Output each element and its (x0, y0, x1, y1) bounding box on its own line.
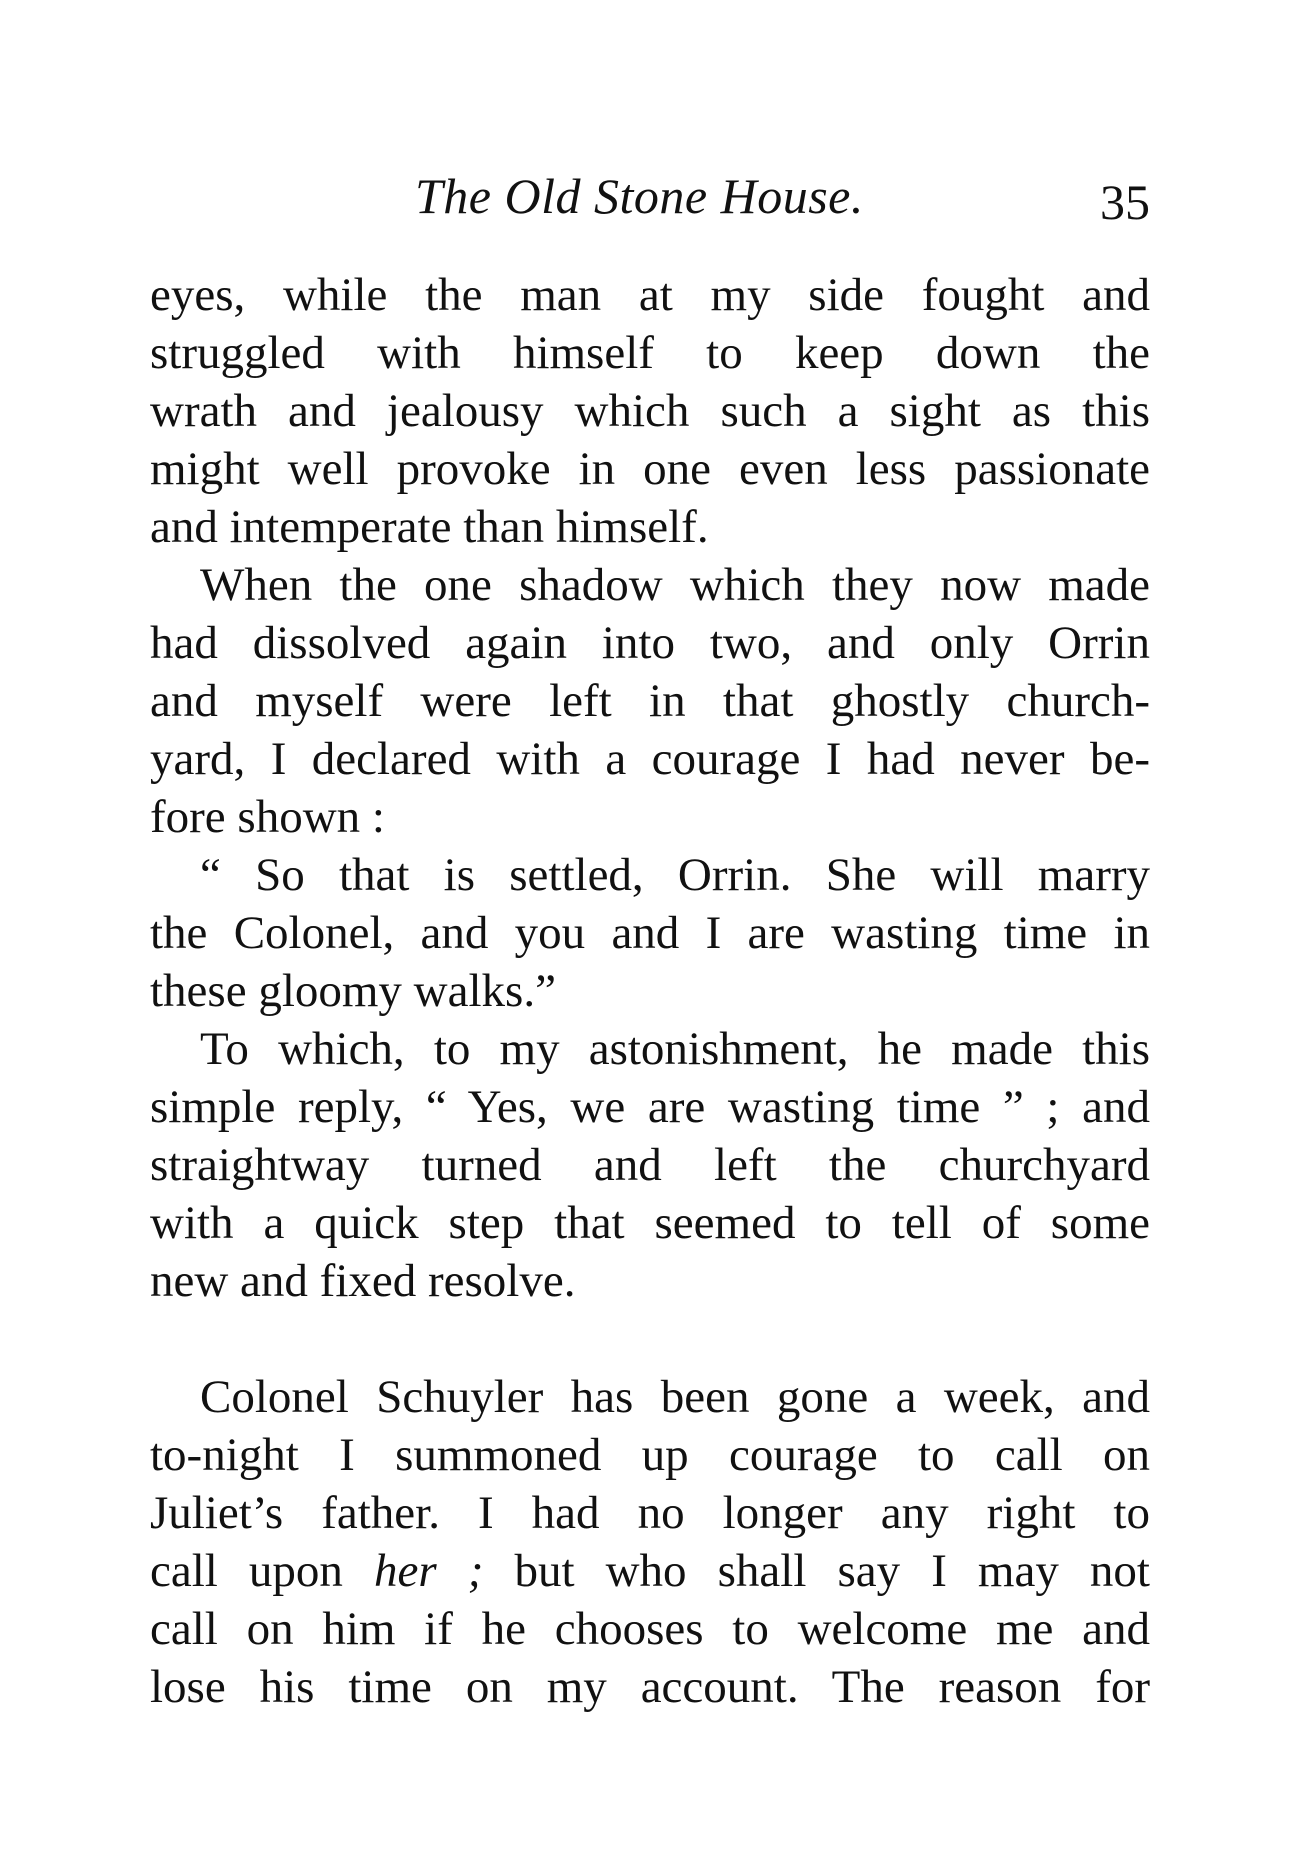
text-line: simple reply, “ Yes, we are wasting time ” ; and (150, 1081, 1150, 1133)
text-line: Juliet’s father. I had no longer any right to (150, 1487, 1150, 1539)
text-line: yard, I declared with a courage I had never be- (150, 733, 1150, 785)
running-head (150, 166, 1150, 230)
text-fragment: call upon (150, 1545, 343, 1597)
text-line: the Colonel, and you and I are wasting time in (150, 907, 1150, 959)
text-line: “ So that is settled, Orrin. She will marry (200, 849, 1150, 901)
text-line: to-night I summoned up courage to call on (150, 1429, 1150, 1481)
paragraph-3 (150, 846, 1150, 1020)
paragraph-2 (150, 556, 1150, 846)
text-line: had dissolved again into two, and only Orrin (150, 617, 1150, 669)
text-line: with a quick step that seemed to tell of some (150, 1197, 1150, 1249)
text-line: fore shown : (150, 791, 385, 843)
italic-emphasis: her ; (374, 1545, 484, 1597)
text-line: To which, to my astonishment, he made this (200, 1023, 1150, 1075)
text-line: wrath and jealousy which such a sight as this (150, 385, 1150, 437)
text-line: call on him if he chooses to welcome me and (150, 1603, 1150, 1655)
text-body (150, 266, 1150, 1716)
text-line: Colonel Schuyler has been gone a week, and (200, 1371, 1150, 1423)
section-break (150, 1310, 1150, 1368)
page-number: 35 (1100, 174, 1150, 230)
text-line: straightway turned and left the churchyard (150, 1139, 1150, 1191)
running-title: The Old Stone House. (415, 168, 864, 224)
paragraph-4 (150, 1020, 1150, 1310)
text-line: lose his time on my account. The reason for (150, 1661, 1150, 1713)
text-line: might well provoke in one even less passionate (150, 443, 1150, 495)
text-line: and myself were left in that ghostly church- (150, 675, 1150, 727)
text-line: new and fixed resolve. (150, 1255, 576, 1307)
text-fragment: but who shall say I may not (514, 1545, 1150, 1597)
paragraph-1 (150, 266, 1150, 556)
text-line-mixed (150, 1542, 1150, 1600)
text-line: struggled with himself to keep down the (150, 327, 1150, 379)
text-line: eyes, while the man at my side fought and (150, 269, 1150, 321)
text-line: these gloomy walks.” (150, 965, 556, 1017)
text-line: and intemperate than himself. (150, 501, 709, 553)
text-line: When the one shadow which they now made (200, 559, 1150, 611)
paragraph-5 (150, 1368, 1150, 1716)
